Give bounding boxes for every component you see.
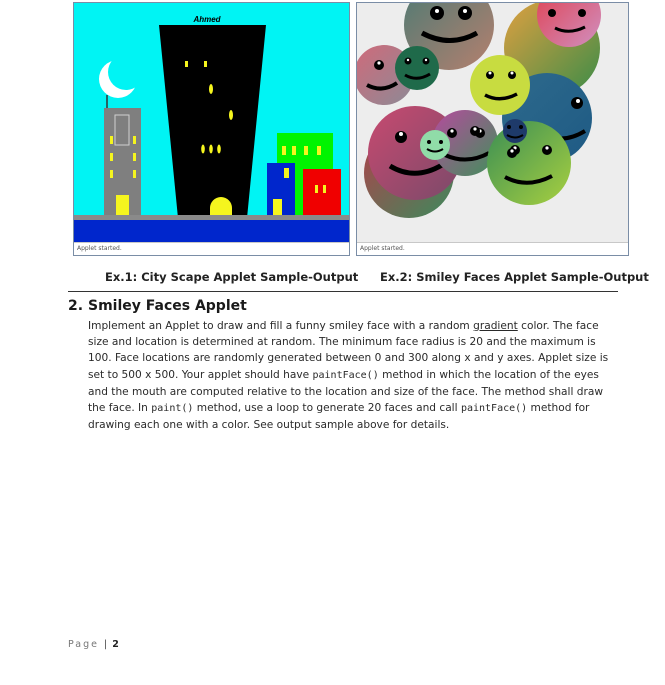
code-paintface: paintFace() — [312, 369, 379, 381]
page-footer — [68, 639, 119, 650]
cityscape-banner: Ahmed — [193, 15, 221, 24]
black-tower — [159, 15, 266, 218]
cityscape-drawing — [74, 3, 349, 243]
cityscape-applet-window — [73, 2, 350, 256]
smiley-face — [420, 130, 450, 160]
smiley-face — [503, 119, 527, 143]
smiley-status: Applet started. — [357, 242, 628, 255]
red-building — [303, 169, 341, 218]
section-number: 2. — [68, 298, 84, 314]
ground — [74, 220, 349, 243]
smiley-applet-window — [356, 2, 629, 256]
figure-caption-cityscape: Ex.1: City Scape Applet Sample-Output — [105, 270, 359, 284]
section-title: Smiley Faces Applet — [88, 298, 247, 314]
blue-building — [267, 163, 295, 218]
gradient-term: gradient — [473, 320, 518, 332]
page-separator: | — [104, 639, 108, 650]
body-text-part: color. The face size and location is determined at random. The minimum face radius is 20 and the maximum is 100. Face locations are randomly generated between 0 and 300 along x and y axes. Applet size is set to 500 x 500. Your applet should have — [88, 320, 609, 381]
section-body — [88, 318, 620, 433]
code-paintface: paintFace() — [460, 403, 528, 415]
figure-caption-smiley: Ex.2: Smiley Faces Applet Sample-Output — [380, 270, 649, 284]
smiley-drawing — [357, 3, 628, 243]
code-paint: paint() — [151, 403, 194, 415]
body-text-part: method for drawing each one with a color. See output sample above for details. — [88, 402, 590, 432]
section-heading — [68, 298, 247, 314]
body-text-part: method in which the location of the eyes and the mouth are computed relative to the location and size of the face. The method shall draw the face. In — [88, 368, 604, 415]
cityscape-status: Applet started. — [74, 242, 349, 255]
gray-building — [104, 108, 141, 218]
body-text-part: Implement an Applet to draw and fill a funny smiley face with a random — [88, 320, 474, 332]
smiley-face — [487, 121, 571, 205]
smiley-face — [470, 55, 530, 115]
page-number: 2 — [112, 639, 119, 650]
body-text-part: method, use a loop to generate 20 faces and call — [193, 402, 461, 415]
smiley-face — [395, 46, 439, 90]
ground-strip — [74, 215, 349, 220]
divider — [68, 291, 618, 292]
page-label: Page — [68, 639, 99, 650]
